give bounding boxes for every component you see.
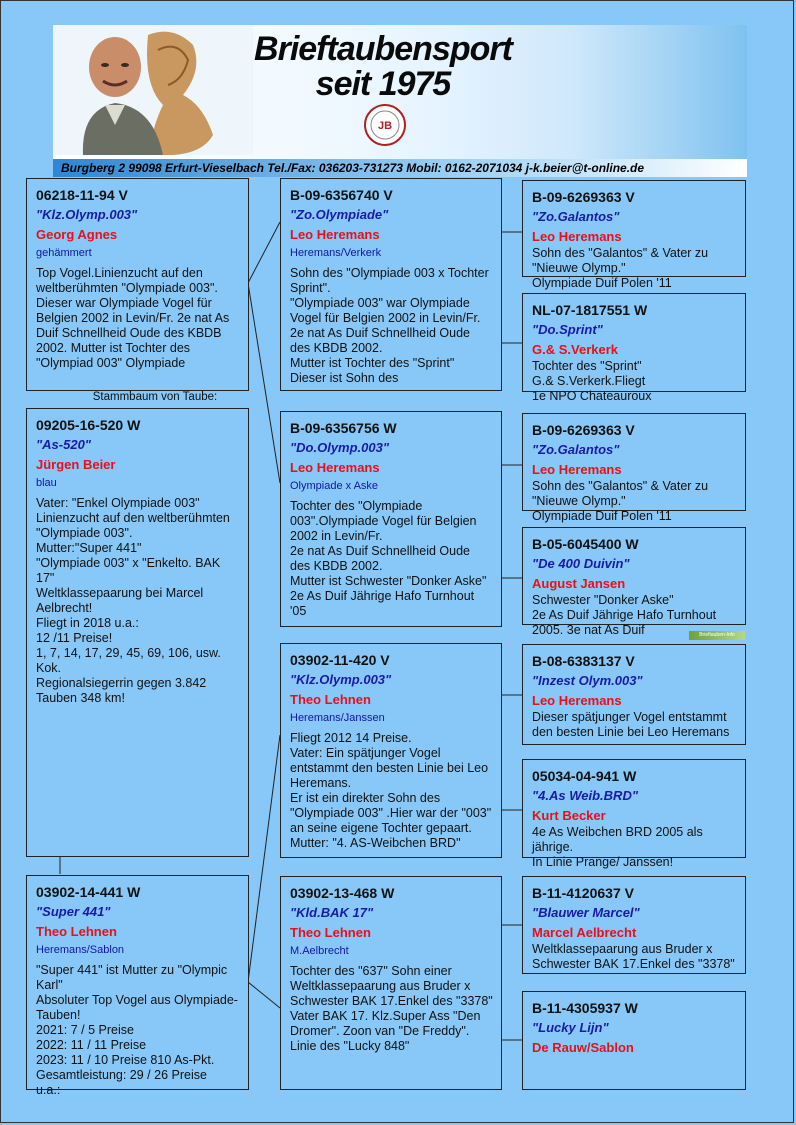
pigeon-description: Tochter des "Sprint" G.& S.Verkerk.Fliegt 1e NPO Chateauroux bbox=[532, 359, 652, 403]
pigeon-name: "4.As Weib.BRD" bbox=[532, 788, 638, 803]
pigeon-description: Fliegt 2012 14 Preise. Vater: Ein spätjunger Vogel entstammt den besten Linie bei Leo Heremans. Er ist ein direkter Sohn des "Olympiade 003" .Hier war der "003" an seine eigene Tochter gepaart. Mutter: "4. AS-Weibchen BRD" bbox=[290, 731, 492, 850]
breeder-name: Kurt Becker bbox=[532, 808, 606, 823]
ring-number: B-09-6269363 V bbox=[532, 422, 635, 438]
ring-number: 03902-11-420 V bbox=[290, 652, 390, 668]
breeder-name: Leo Heremans bbox=[290, 227, 380, 242]
pigeon-color: Heremans/Verkerk bbox=[290, 247, 382, 259]
breeder-name: Theo Lehnen bbox=[290, 925, 371, 940]
ring-number: 03902-13-468 W bbox=[290, 885, 395, 901]
breeder-name: Theo Lehnen bbox=[290, 692, 371, 707]
pigeon-name: "Inzest Olym.003" bbox=[532, 673, 643, 688]
pigeon-description: Dieser spätjunger Vogel entstammt den besten Linie bei Leo Heremans bbox=[532, 710, 730, 739]
ring-number: B-05-6045400 W bbox=[532, 536, 639, 552]
ring-number: 03902-14-441 W bbox=[36, 884, 141, 900]
pigeon-color: Heremans/Sablon bbox=[36, 944, 125, 956]
pigeon-description: Sohn des "Galantos" & Vater zu "Nieuwe Olymp." Olympiade Duif Polen '11 bbox=[532, 246, 709, 290]
watermark-badge: Brieftauben-Info bbox=[689, 631, 745, 640]
ring-number: 06218-11-94 V bbox=[36, 187, 128, 203]
pigeon-color: Heremans/Janssen bbox=[290, 712, 385, 724]
ring-number: B-11-4120637 V bbox=[532, 885, 634, 901]
breeder-name: Leo Heremans bbox=[532, 229, 622, 244]
banner-title-line2: seit 1975 bbox=[315, 65, 451, 103]
breeder-name: Jürgen Beier bbox=[36, 457, 116, 472]
pigeon-description: Weltklassepaarung aus Bruder x Schwester BAK 17.Enkel des "3378" bbox=[532, 942, 735, 971]
pigeon-description: Sohn des "Olympiade 003 x Tochter Sprint". "Olympiade 003" war Olympiade Vogel für Belgien 2002 in Levin/Fr. 2e nat As Duif Schnellheid Oude des KBDB 2002. Mutter ist Tochter des "Sprint" Dieser ist Sohn des bbox=[290, 266, 489, 385]
pigeon-name: "Do.Sprint" bbox=[532, 322, 603, 337]
pigeon-description: 4e As Weibchen BRD 2005 als jährige. In Linie Prange/ Janssen! bbox=[532, 825, 703, 869]
ring-number: B-08-6383137 V bbox=[532, 653, 635, 669]
breeder-name: De Rauw/Sablon bbox=[532, 1040, 634, 1055]
pigeon-card-sds bbox=[522, 413, 746, 523]
pigeon-description: Tochter des "Olympiade 003".Olympiade Vogel für Belgien 2002 in Levin/Fr. 2e nat As Duif Schnellheid Oude des KBDB 2002. Mutter ist Schwester "Donker Aske" 2e As Duif Jährige Hafo Turnhout '05 bbox=[290, 499, 487, 618]
pigeon-name: "Do.Olymp.003" bbox=[290, 440, 390, 455]
ring-number: B-11-4305937 W bbox=[532, 1000, 638, 1016]
pigeon-color: gehämmert bbox=[36, 247, 92, 259]
pigeon-card-subject bbox=[26, 408, 249, 857]
pigeon-card-sire-dam bbox=[280, 411, 502, 627]
breeder-name: Georg Agnes bbox=[36, 227, 118, 242]
pigeon-card-sss bbox=[522, 180, 746, 290]
ring-number: 09205-16-520 W bbox=[36, 417, 141, 433]
breeder-name: Leo Heremans bbox=[290, 460, 380, 475]
pigeon-name: "Klz.Olymp.003" bbox=[290, 672, 392, 687]
pigeon-name: "As-520" bbox=[36, 437, 91, 452]
pigeon-card-ddd bbox=[522, 991, 746, 1090]
pigeon-card-sire-sire bbox=[280, 178, 502, 391]
pigeon-card-sire bbox=[26, 178, 249, 391]
pigeon-name: "Zo.Galantos" bbox=[532, 209, 620, 224]
pigeon-name: "Zo.Galantos" bbox=[532, 442, 620, 457]
pigeon-description: Sohn des "Galantos" & Vater zu "Nieuwe Olymp." Olympiade Duif Polen '11 bbox=[532, 479, 709, 523]
pigeon-color: Olympiade x Aske bbox=[290, 480, 379, 492]
ring-number: 05034-04-941 W bbox=[532, 768, 637, 784]
pigeon-name: "Kld.BAK 17" bbox=[290, 905, 374, 920]
ring-number: B-09-6269363 V bbox=[532, 189, 635, 205]
contact-line: Burgberg 2 99098 Erfurt-Vieselbach Tel./Fax: 036203-731273 Mobil: 0162-2071034 j-k.beier@t-online.de bbox=[53, 159, 747, 177]
pigeon-name: "De 400 Duivin" bbox=[532, 556, 630, 571]
pigeon-card-dsd bbox=[522, 759, 746, 869]
pigeon-description: Tochter des "637" Sohn einer Weltklassepaarung aus Bruder x Schwester BAK 17.Enkel des "3378" Vater BAK 17. Klz.Super Ass "Den Dromer". Zoon van "De Freddy". Linie des "Lucky 848" bbox=[290, 964, 493, 1053]
pigeon-card-dds bbox=[522, 876, 746, 974]
pigeon-color: M.Aelbrecht bbox=[290, 945, 349, 957]
logo-initials: JB bbox=[377, 120, 393, 132]
breeder-name: Theo Lehnen bbox=[36, 924, 117, 939]
breeder-name: Leo Heremans bbox=[532, 462, 622, 477]
pigeon-card-dam bbox=[26, 875, 249, 1097]
pigeon-name: "Klz.Olymp.003" bbox=[36, 207, 138, 222]
breeder-name: G.& S.Verkerk bbox=[532, 342, 618, 357]
breeder-name: Leo Heremans bbox=[532, 693, 622, 708]
ring-number: B-09-6356740 V bbox=[290, 187, 393, 203]
ring-number: NL-07-1817551 W bbox=[532, 302, 648, 318]
ring-number: B-09-6356756 W bbox=[290, 420, 397, 436]
stammbaum-label: Stammbaum von Taube: bbox=[92, 391, 218, 403]
pigeon-card-dss bbox=[522, 644, 746, 745]
pigeon-card-dam-dam bbox=[280, 876, 502, 1090]
breeder-name: August Jansen bbox=[532, 576, 626, 591]
pigeon-name: "Zo.Olympiade" bbox=[290, 207, 389, 222]
pigeon-card-dam-sire bbox=[280, 643, 502, 858]
pigeon-name: "Super 441" bbox=[36, 904, 111, 919]
pigeon-color: blau bbox=[36, 477, 57, 489]
pigeon-name: "Blauwer Marcel" bbox=[532, 905, 640, 920]
pigeon-card-ssd bbox=[522, 293, 746, 403]
breeder-name: Marcel Aelbrecht bbox=[532, 925, 637, 940]
pigeon-description: Schwester "Donker Aske" 2e As Duif Jährige Hafo Turnhout 2005. 3e nat As Duif bbox=[532, 593, 717, 637]
banner-title-line1: Brieftaubensport bbox=[254, 30, 512, 68]
pigeon-description: Top Vogel.Linienzucht auf den weltberühmten "Olympiade 003". Dieser war Olympiade Vogel für Belgien 2002 in Levin/Fr. 2e nat As Duif Schnellheid Oude des KBDB 2002. Mutter ist Tochter des "Olympiad 003" Olympiade bbox=[36, 266, 230, 370]
pigeon-name: "Lucky Lijn" bbox=[532, 1020, 609, 1035]
pigeon-description: Vater: "Enkel Olympiade 003" Linienzucht auf den weltberühmten "Olympiade 003". Mutter:"Super 441" "Olympiade 003" x "Enkelto. BAK 17" Weltklassepaarung bei Marcel Aelbrecht! Fliegt in 2018 u.a.: 12 /11 Preise! 1, 7, 14, 17, 29, 45, 69, 106, usw. Kok. Regionalsiegerrin gegen 3.842 Tauben 348 km! bbox=[36, 496, 230, 705]
pigeon-description: "Super 441" ist Mutter zu "Olympic Karl" Absoluter Top Vogel aus Olympiade-Tauben! 2021: 7 / 5 Preise 2022: 11 / 11 Preise 2023: 11 / 10 Preise 810 As-Pkt. Gesamtleistung: 29 / 26 Preise u.a.: bbox=[36, 963, 238, 1097]
